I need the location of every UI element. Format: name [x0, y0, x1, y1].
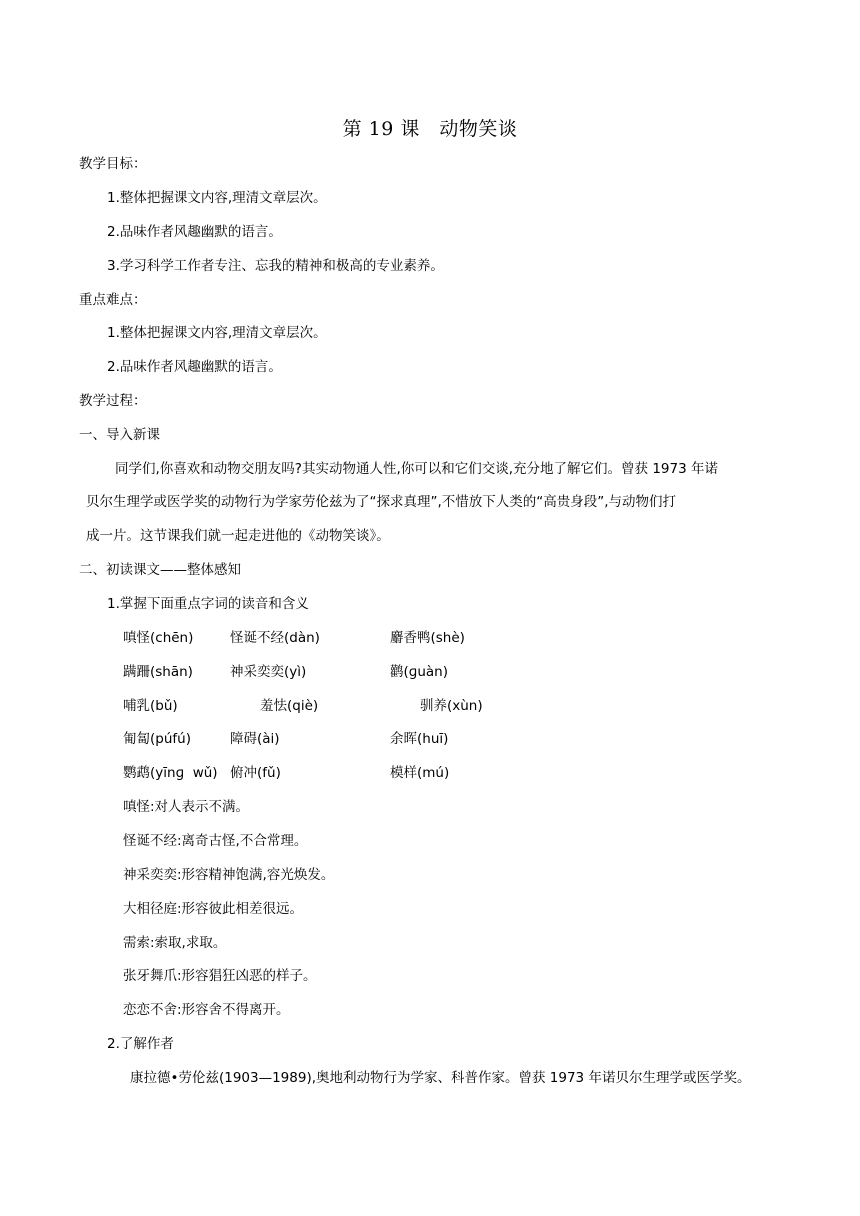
vocab-word: 哺乳(bǔ): [123, 698, 178, 714]
definition-item: 恋恋不舍:形容舍不得离开。: [123, 1002, 290, 1018]
vocab-subheading: 1.掌握下面重点字词的读音和含义: [107, 596, 309, 612]
vocab-word: 障碍(ài): [230, 731, 280, 747]
objective-item: 1.整体把握课文内容,理清文章层次。: [107, 190, 327, 206]
objective-item: 2.品味作者风趣幽默的语言。: [107, 224, 282, 240]
definition-item: 大相径庭:形容彼此相差很远。: [123, 901, 304, 917]
vocab-word: 俯冲(fǔ): [230, 765, 281, 781]
objective-item: 3.学习科学工作者专注、忘我的精神和极高的专业素养。: [107, 258, 444, 274]
definition-item: 需索:索取,求取。: [123, 935, 227, 951]
vocab-word: 嗔怪(chēn): [123, 630, 194, 646]
definition-item: 怪诞不经:离奇古怪,不合常理。: [123, 833, 308, 849]
section1-heading: 一、导入新课: [79, 427, 160, 443]
vocab-word: 鹳(ɡuàn): [390, 664, 448, 680]
key-point-item: 1.整体把握课文内容,理清文章层次。: [107, 325, 327, 341]
author-subheading: 2.了解作者: [107, 1036, 174, 1052]
vocab-word: 余晖(huī): [390, 731, 449, 747]
author-paragraph: 康拉德•劳伦兹(1903—1989),奥地利动物行为学家、科普作家。曾获 1973 年诺贝尔生理学或医学奖。: [130, 1070, 751, 1086]
vocab-word: 神采奕奕(yì): [230, 664, 307, 680]
vocab-word: 模样(mú): [390, 765, 450, 781]
intro-paragraph-line: 贝尔生理学或医学奖的动物行为学家劳伦兹为了“探求真理”,不惜放下人类的“高贵身段”,与动物们打: [86, 494, 677, 510]
key-point-item: 2.品味作者风趣幽默的语言。: [107, 359, 282, 375]
objectives-heading: 教学目标：: [79, 156, 147, 172]
vocab-word: 鹦鹉(yīnɡ wǔ): [123, 765, 218, 781]
section2-heading: 二、初读课文——整体感知: [79, 562, 241, 578]
intro-paragraph-line: 成一片。这节课我们就一起走进他的《动物笑谈》。: [86, 528, 390, 544]
intro-paragraph-line: 同学们,你喜欢和动物交朋友吗?其实动物通人性,你可以和它们交谈,充分地了解它们。曾获 1973 年诺: [115, 461, 718, 477]
process-heading: 教学过程：: [79, 393, 147, 409]
definition-item: 张牙舞爪:形容猖狂凶恶的样子。: [123, 968, 317, 984]
vocab-word: 羞怯(qiè): [260, 698, 319, 714]
key-points-heading: 重点难点：: [79, 292, 147, 308]
definition-item: 嗔怪:对人表示不满。: [123, 799, 250, 815]
vocab-word: 匍匐(púfú): [123, 731, 191, 747]
vocab-word: 怪诞不经(dàn): [230, 630, 320, 646]
vocab-word: 蹒跚(shān): [123, 664, 193, 680]
vocab-word: 驯养(xùn): [420, 698, 483, 714]
vocab-word: 麝香鸭(shè): [390, 630, 465, 646]
lesson-title: 第 19 课 动物笑谈: [342, 118, 518, 140]
definition-item: 神采奕奕:形容精神饱满,容光焕发。: [123, 867, 335, 883]
